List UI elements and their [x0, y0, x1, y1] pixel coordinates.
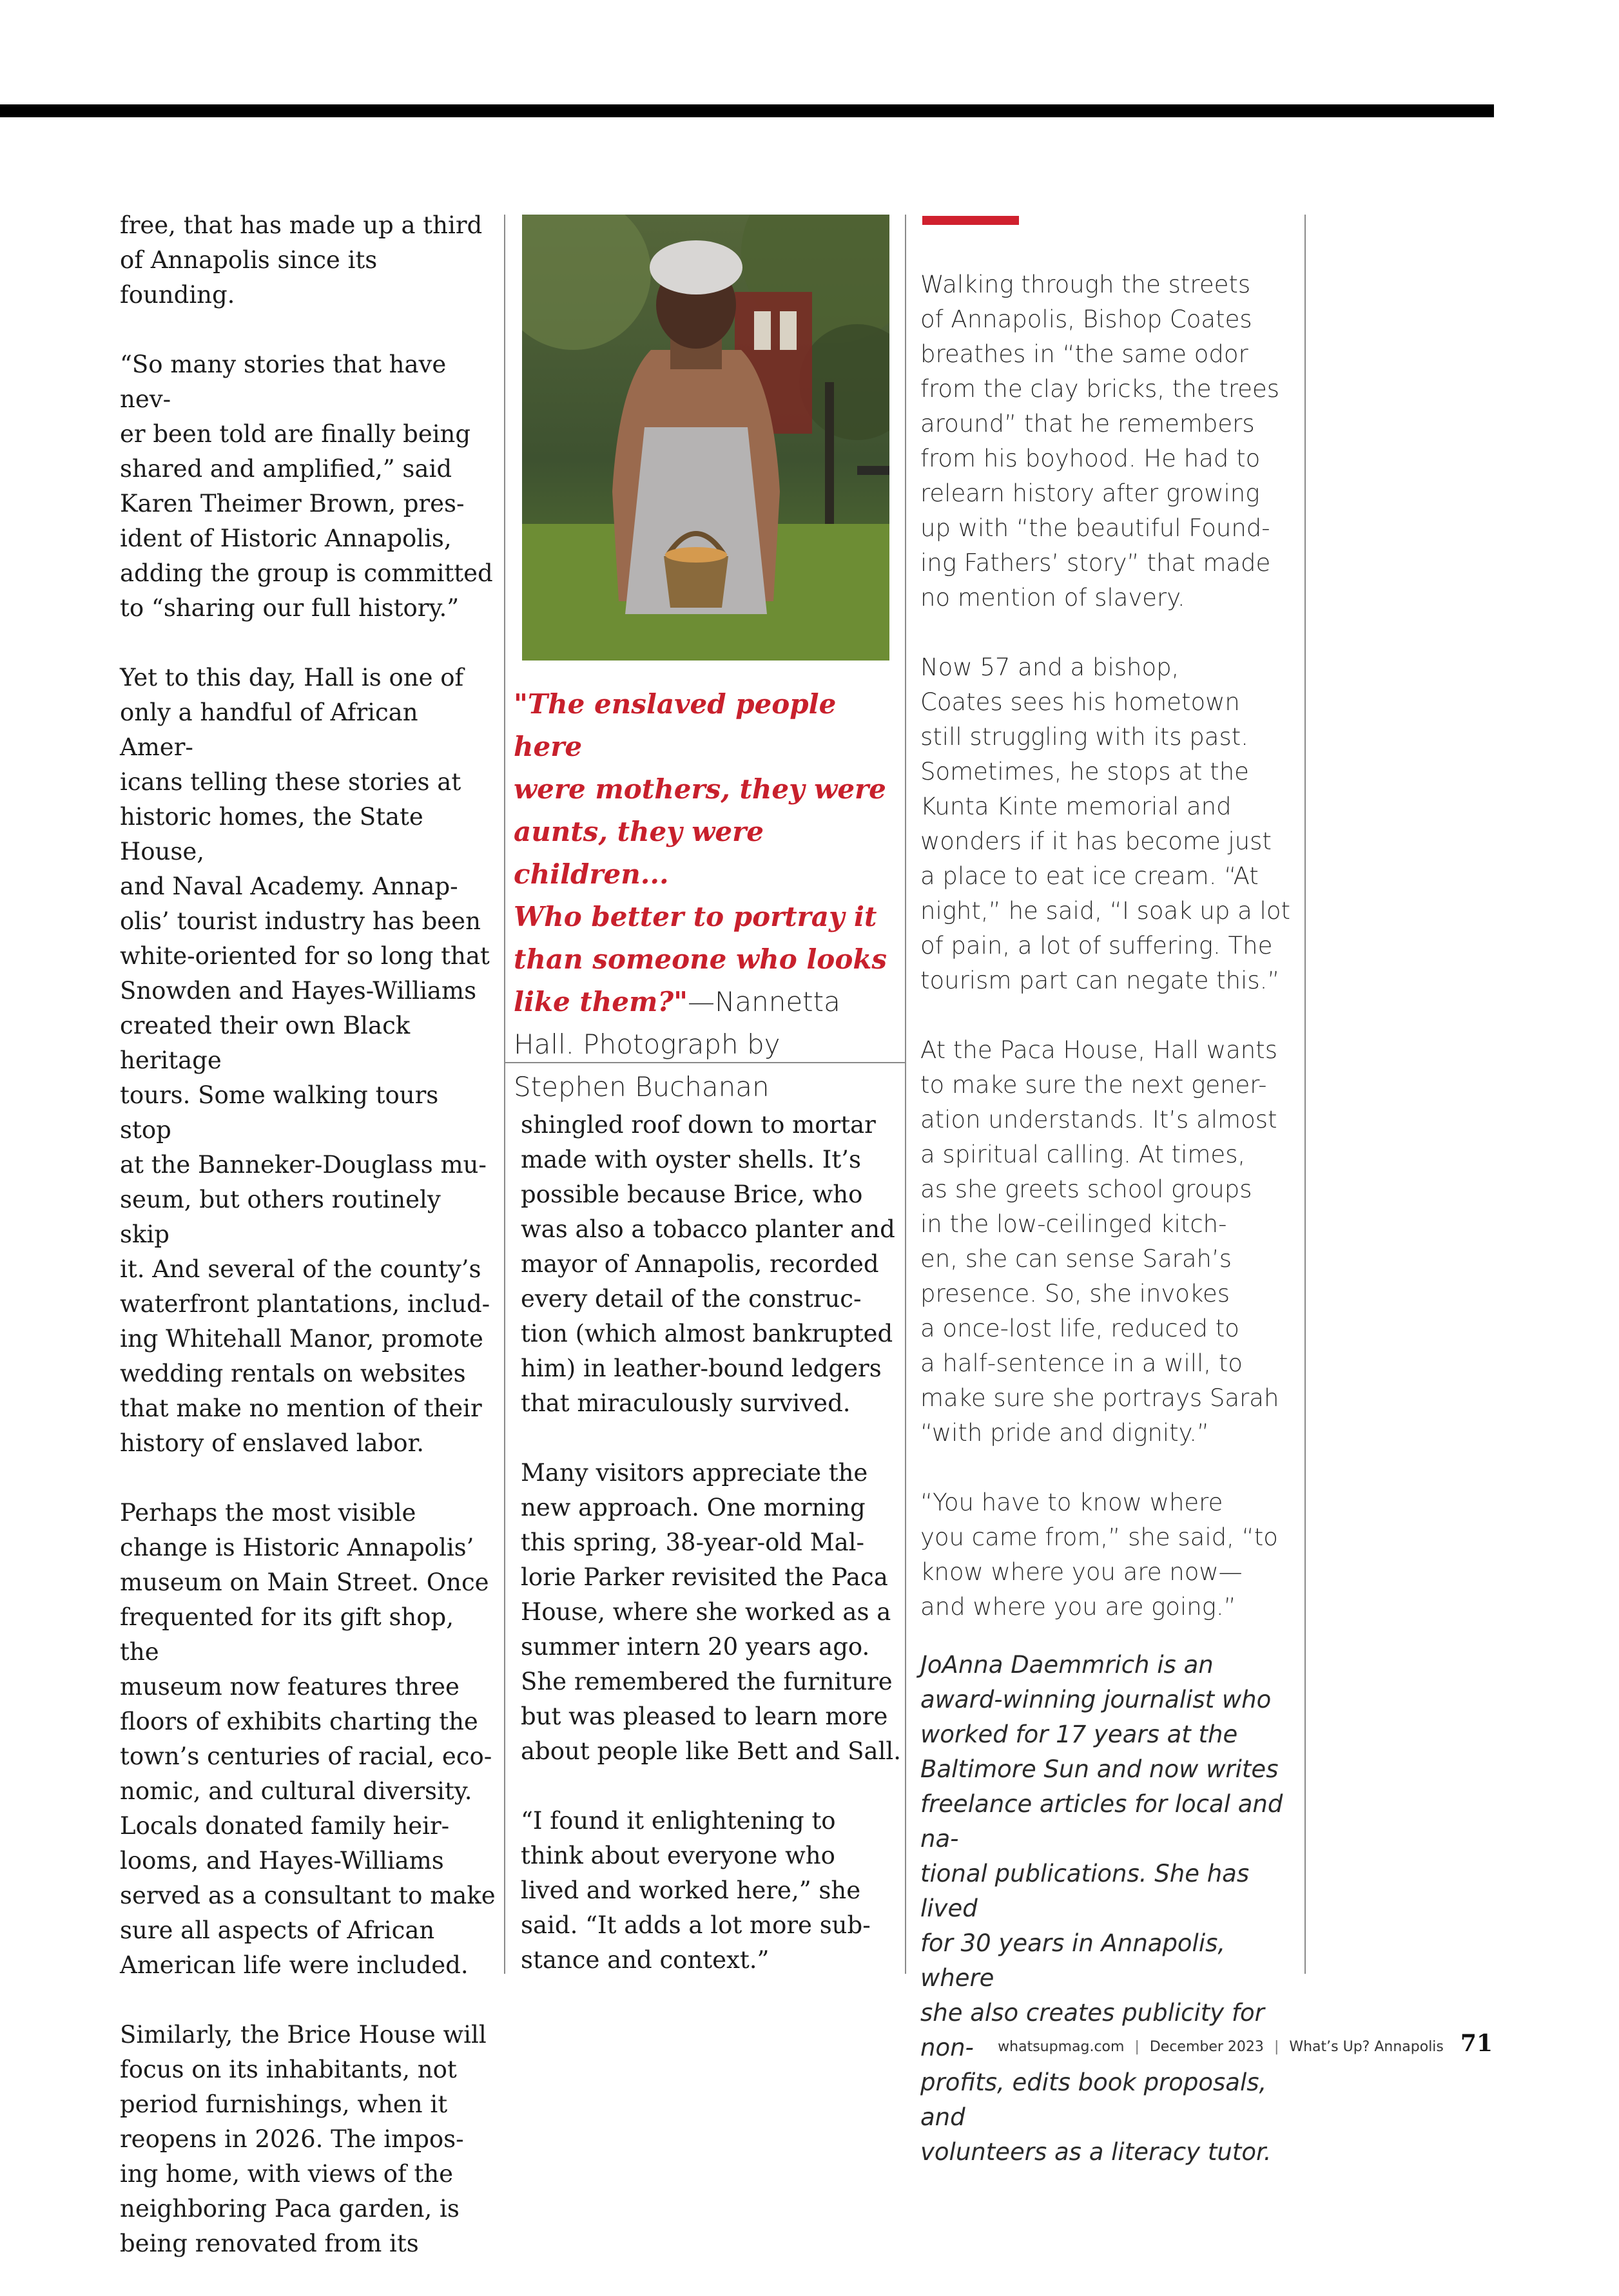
- divider-col1-col2: [504, 215, 505, 1974]
- paragraph: Similarly, the Brice House will focus on its inhabitants, not period furnishings, when it reopens in 2026. The impos- ing home, with views of the neighboring Paca garden, is being renovated from its: [120, 2021, 487, 2257]
- paragraph: “So many stories that have nev- er been told are finally being shared and amplified,” said Karen Theimer Brown, pres- ident of Historic Annapolis, adding the group is committed to “sharing our full history.”: [120, 351, 493, 622]
- top-rule: [0, 104, 1494, 117]
- red-accent-bar: [922, 216, 1019, 225]
- footer-separator: |: [1274, 2039, 1279, 2055]
- paragraph: Perhaps the most visible change is Historic Annapolis’ museum on Main Street. Once frequented for its gift shop, the museum now features three floors of exhibits charting the town’s centuries of racial, eco- nomic, and cultural diversity. Locals donated family heir- looms, and Hayes-Williams served as a consultant to make sure all aspects of African American life were included.: [120, 1499, 496, 1979]
- footer-date: December 2023: [1149, 2039, 1264, 2055]
- photo-nannetta-hall: [522, 215, 889, 661]
- paragraph: shingled roof down to mortar made with oyster shells. It’s possible because Brice, who was also a tobacco planter and mayor of Annapolis, recorded every detail of the construc- tion (which almost bankrupted him) in leather-bound ledgers that miraculously survived.: [521, 1111, 895, 1417]
- paragraph: Walking through the streets of Annapolis, Bishop Coates breathes in “the same odor from the clay bricks, the trees around” that he remembers from his boyhood. He had to relearn history after growing up with “the beautiful Found- ing Fathers’ story” that made no mention of slavery.: [920, 271, 1280, 612]
- author-bio: JoAnna Daemmrich is an award-winning journalist who worked for 17 years at the Baltimore Sun and now writes freelance articles for local and na- tional publications. She has lived for 30 years in Annapolis, where she also creates publicity for non- profits, edits book proposals, and volunteers as a literacy tutor.: [920, 1651, 1283, 2166]
- photo-credit: —Nannetta Hall. Photograph by Stephen Buchanan: [514, 986, 840, 1103]
- paragraph: free, that has made up a third of Annapolis since its founding.: [120, 211, 483, 309]
- footer-separator: |: [1134, 2039, 1139, 2055]
- photo-caption: [514, 683, 894, 1108]
- footer-site: whatsupmag.com: [998, 2039, 1125, 2055]
- paragraph: Many visitors appreciate the new approach. One morning this spring, 38-year-old Mal- lorie Parker revisited the Paca House, where she worked as a summer intern 20 years ago. She remembered the furniture but was pleased to learn more about people like Bett and Sall.: [521, 1459, 902, 1765]
- page-number: 71: [1460, 2030, 1493, 2057]
- pull-quote: "The enslaved people here were mothers, they were aunts, they were children... Who better to portray it than someone who looks like them?": [514, 688, 887, 1018]
- column-1: [120, 208, 497, 2296]
- divider-right: [1304, 215, 1306, 1974]
- column-2: [521, 1108, 901, 2012]
- paragraph: Now 57 and a bishop, Coates sees his hometown still struggling with its past. Sometimes, he stops at the Kunta Kinte memorial and wonders if it has become just a place to eat ice cream. “At night,” he said, “I soak up a lot of pain, a lot of suffering. The tourism part can negate this.”: [920, 653, 1290, 994]
- paragraph: “I found it enlightening to think about everyone who lived and worked here,” she said. “It adds a lot more sub- stance and context.”: [521, 1807, 871, 1974]
- footer-publication: What’s Up? Annapolis: [1289, 2039, 1444, 2055]
- page-footer: [998, 2030, 1493, 2057]
- divider-col2-col3: [905, 215, 906, 1974]
- paragraph: At the Paca House, Hall wants to make sure the next gener- ation understands. It’s almost a spiritual calling. At times, as she greets school groups in the low-ceilinged kitch- en, she can sense Sarah’s presence. So, she invokes a once-lost life, reduced to a half-sentence in a will, to make sure she portrays Sarah “with pride and dignity.”: [920, 1036, 1279, 1447]
- paragraph: Yet to this day, Hall is one of only a handful of African Amer- icans telling these stories at historic homes, the State House, and Naval Academy. Annap- olis’ tourist industry has been white-oriented for so long that Snowden and Hayes-Williams created their own Black heritage tours. Some walking tours stop at the Banneker-Douglass mu- seum, but others routinely skip it. And several of the county’s waterfront plantations, includ- ing Whitehall Manor, promote wedding rentals on websites that make no mention of their history of enslaved labor.: [120, 664, 490, 1457]
- column-3: [920, 267, 1301, 2204]
- photo-illustration: [522, 215, 889, 661]
- paragraph: “You have to know where you came from,” she said, “to know where you are now— and where you are going.”: [920, 1489, 1278, 1621]
